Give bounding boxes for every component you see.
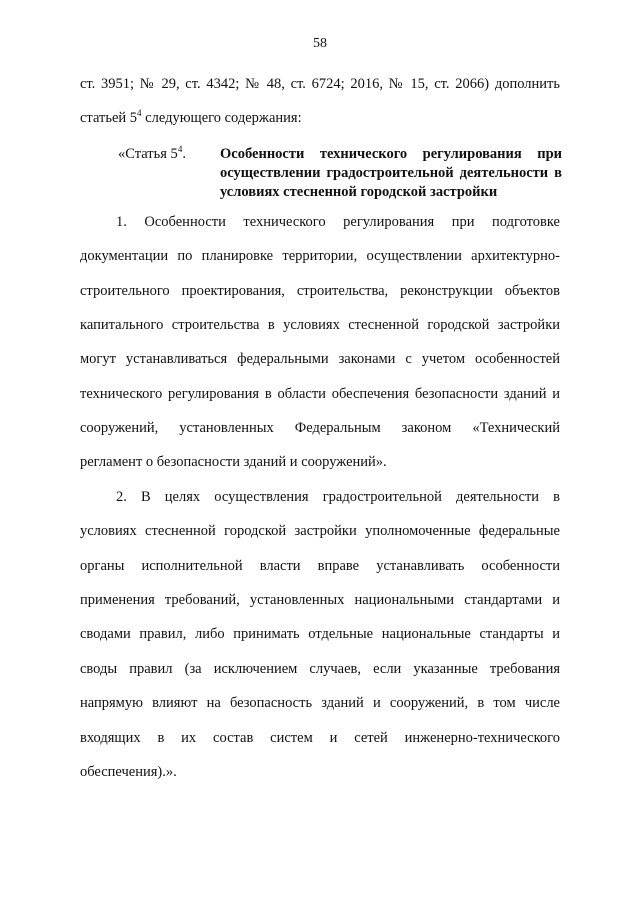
article-title-line-3: условиях стесненной городской застройки [220, 184, 498, 200]
article-label-superscript: 4 [177, 144, 183, 154]
intro-superscript: 4 [137, 108, 142, 118]
paragraph1-line-4: капитального строительства в условиях стесненной городской застройки [80, 317, 560, 333]
article-label-prefix: «Статья 5 [118, 146, 178, 162]
paragraph1-line-6: технического регулирования в области обеспечения безопасности зданий и [80, 386, 560, 402]
paragraph2-line-5: сводами правил, либо принимать отдельные национальные стандарты и [80, 626, 560, 642]
paragraph2-line-7: напрямую влияют на безопасность зданий и сооружений, в том числе [80, 695, 560, 711]
paragraph2-line-3: органы исполнительной власти вправе устанавливать особенности [80, 558, 560, 574]
intro-line-1: ст. 3951; № 29, ст. 4342; № 48, ст. 6724; 2016, № 15, ст. 2066) дополнить [80, 76, 560, 92]
article-title-line-1: Особенности технического регулирования при [220, 146, 562, 162]
paragraph2-line-4: применения требований, установленных национальными стандартами и [80, 592, 560, 608]
article-title-line-2: осуществлении градостроительной деятельности в [220, 165, 562, 181]
paragraph2-line-6: своды правил (за исключением случаев, если указанные требования [80, 661, 560, 677]
article-label-suffix: . [182, 146, 186, 162]
paragraph1-line-2: документации по планировке территории, осуществлении архитектурно- [80, 248, 560, 264]
intro-text: статьей 5 [80, 110, 138, 126]
paragraph1-line-1: 1. Особенности технического регулирования при подготовке [116, 214, 560, 230]
paragraph2-line-2: условиях стесненной городской застройки уполномоченные федеральные [80, 523, 560, 539]
article-label [118, 144, 186, 164]
paragraph1-line-8: регламент о безопасности зданий и сооружений». [80, 454, 387, 470]
intro-line-2 [80, 108, 560, 128]
intro-text-end: следующего содержания: [141, 110, 302, 126]
paragraph2-line-9: обеспечения).». [80, 764, 177, 780]
page-number: 58 [313, 36, 327, 51]
paragraph1-line-7: сооружений, установленных Федеральным законом «Технический [80, 420, 560, 436]
paragraph2-line-1: 2. В целях осуществления градостроительной деятельности в [116, 489, 560, 505]
paragraph2-line-8: входящих в их состав систем и сетей инженерно-технического [80, 730, 560, 746]
paragraph1-line-5: могут устанавливаться федеральными законами с учетом особенностей [80, 351, 560, 367]
paragraph1-line-3: строительного проектирования, строительства, реконструкции объектов [80, 283, 560, 299]
